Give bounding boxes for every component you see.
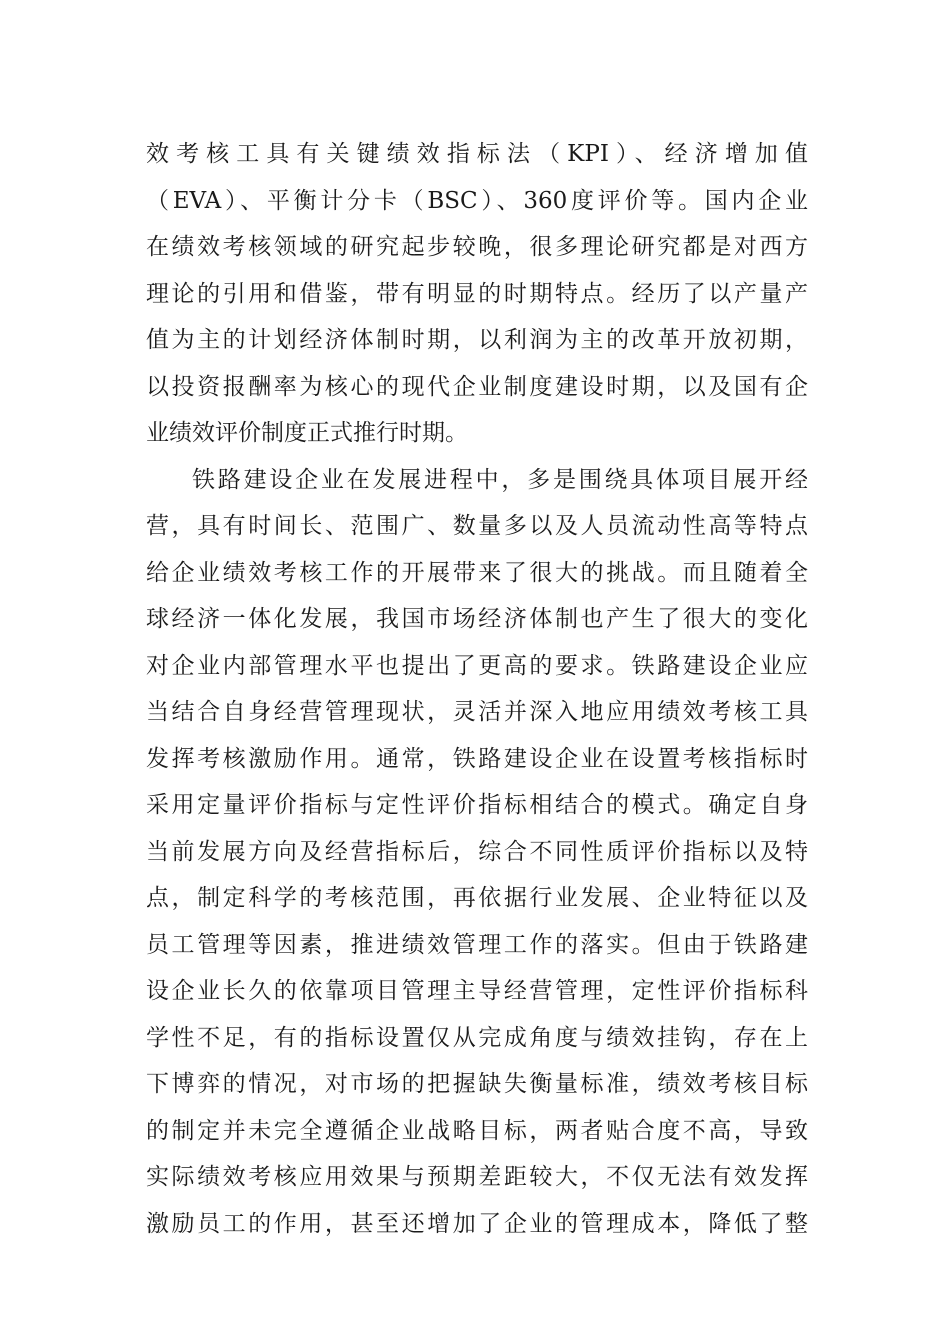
text-line: 当前发展方向及经营指标后，综合不同性质评价指标以及特 (146, 838, 808, 865)
text-line: 发挥考核激励作用。通常，铁路建设企业在设置考核指标时 (146, 745, 808, 772)
text-line: 点，制定科学的考核范围，再依据行业发展、企业特征以及 (146, 885, 808, 911)
text-line: 球经济一体化发展，我国市场经济体制也产生了很大的变化 (146, 606, 808, 632)
text-line: 员工管理等因素，推进绩效管理工作的落实。但由于铁路建 (146, 931, 808, 958)
text-line: 学性不足，有的指标设置仅从完成角度与绩效挂钩，存在上 (146, 1024, 808, 1051)
text-line: 值为主的计划经济体制时期，以利润为主的改革开放初期， (146, 327, 808, 353)
text-line: 理论的引用和借鉴，带有明显的时期特点。经历了以产量产 (146, 280, 808, 307)
text-line: （EVA）、平衡计分卡（BSC）、360度评价等。国内企业 (146, 187, 808, 214)
text-line: 在绩效考核领域的研究起步较晚，很多理论研究都是对西方 (146, 234, 808, 260)
paragraph-2 (146, 457, 808, 1248)
text-line: 营，具有时间长、范围广、数量多以及人员流动性高等特点 (146, 513, 808, 539)
text-line: 业绩效评价制度正式推行时期。 (146, 420, 468, 446)
paragraph-1 (146, 131, 808, 457)
text-line: 激励员工的作用，甚至还增加了企业的管理成本，降低了整 (146, 1210, 808, 1237)
text-line: 给企业绩效考核工作的开展带来了很大的挑战。而且随着全 (146, 559, 808, 586)
text-line: 下博弈的情况，对市场的把握缺失衡量标准，绩效考核目标 (146, 1071, 808, 1097)
text-line: 当结合自身经营管理现状，灵活并深入地应用绩效考核工具 (146, 699, 808, 725)
text-line: 实际绩效考核应用效果与预期差距较大，不仅无法有效发挥 (146, 1164, 808, 1190)
text-line: 采用定量评价指标与定性评价指标相结合的模式。确定自身 (146, 792, 808, 818)
text-line: 的制定并未完全遵循企业战略目标，两者贴合度不高，导致 (146, 1117, 808, 1144)
body-text (146, 131, 808, 1247)
text-line: 铁路建设企业在发展进程中，多是围绕具体项目展开经 (192, 466, 808, 493)
text-line: 设企业长久的依靠项目管理主导经营管理，定性评价指标科 (146, 978, 808, 1004)
text-line: 以投资报酬率为核心的现代企业制度建设时期，以及国有企 (146, 373, 808, 400)
text-line: 对企业内部管理水平也提出了更高的要求。铁路建设企业应 (146, 652, 808, 679)
text-line: 效考核工具有关键绩效指标法（KPI）、经济增加值 (146, 141, 808, 167)
